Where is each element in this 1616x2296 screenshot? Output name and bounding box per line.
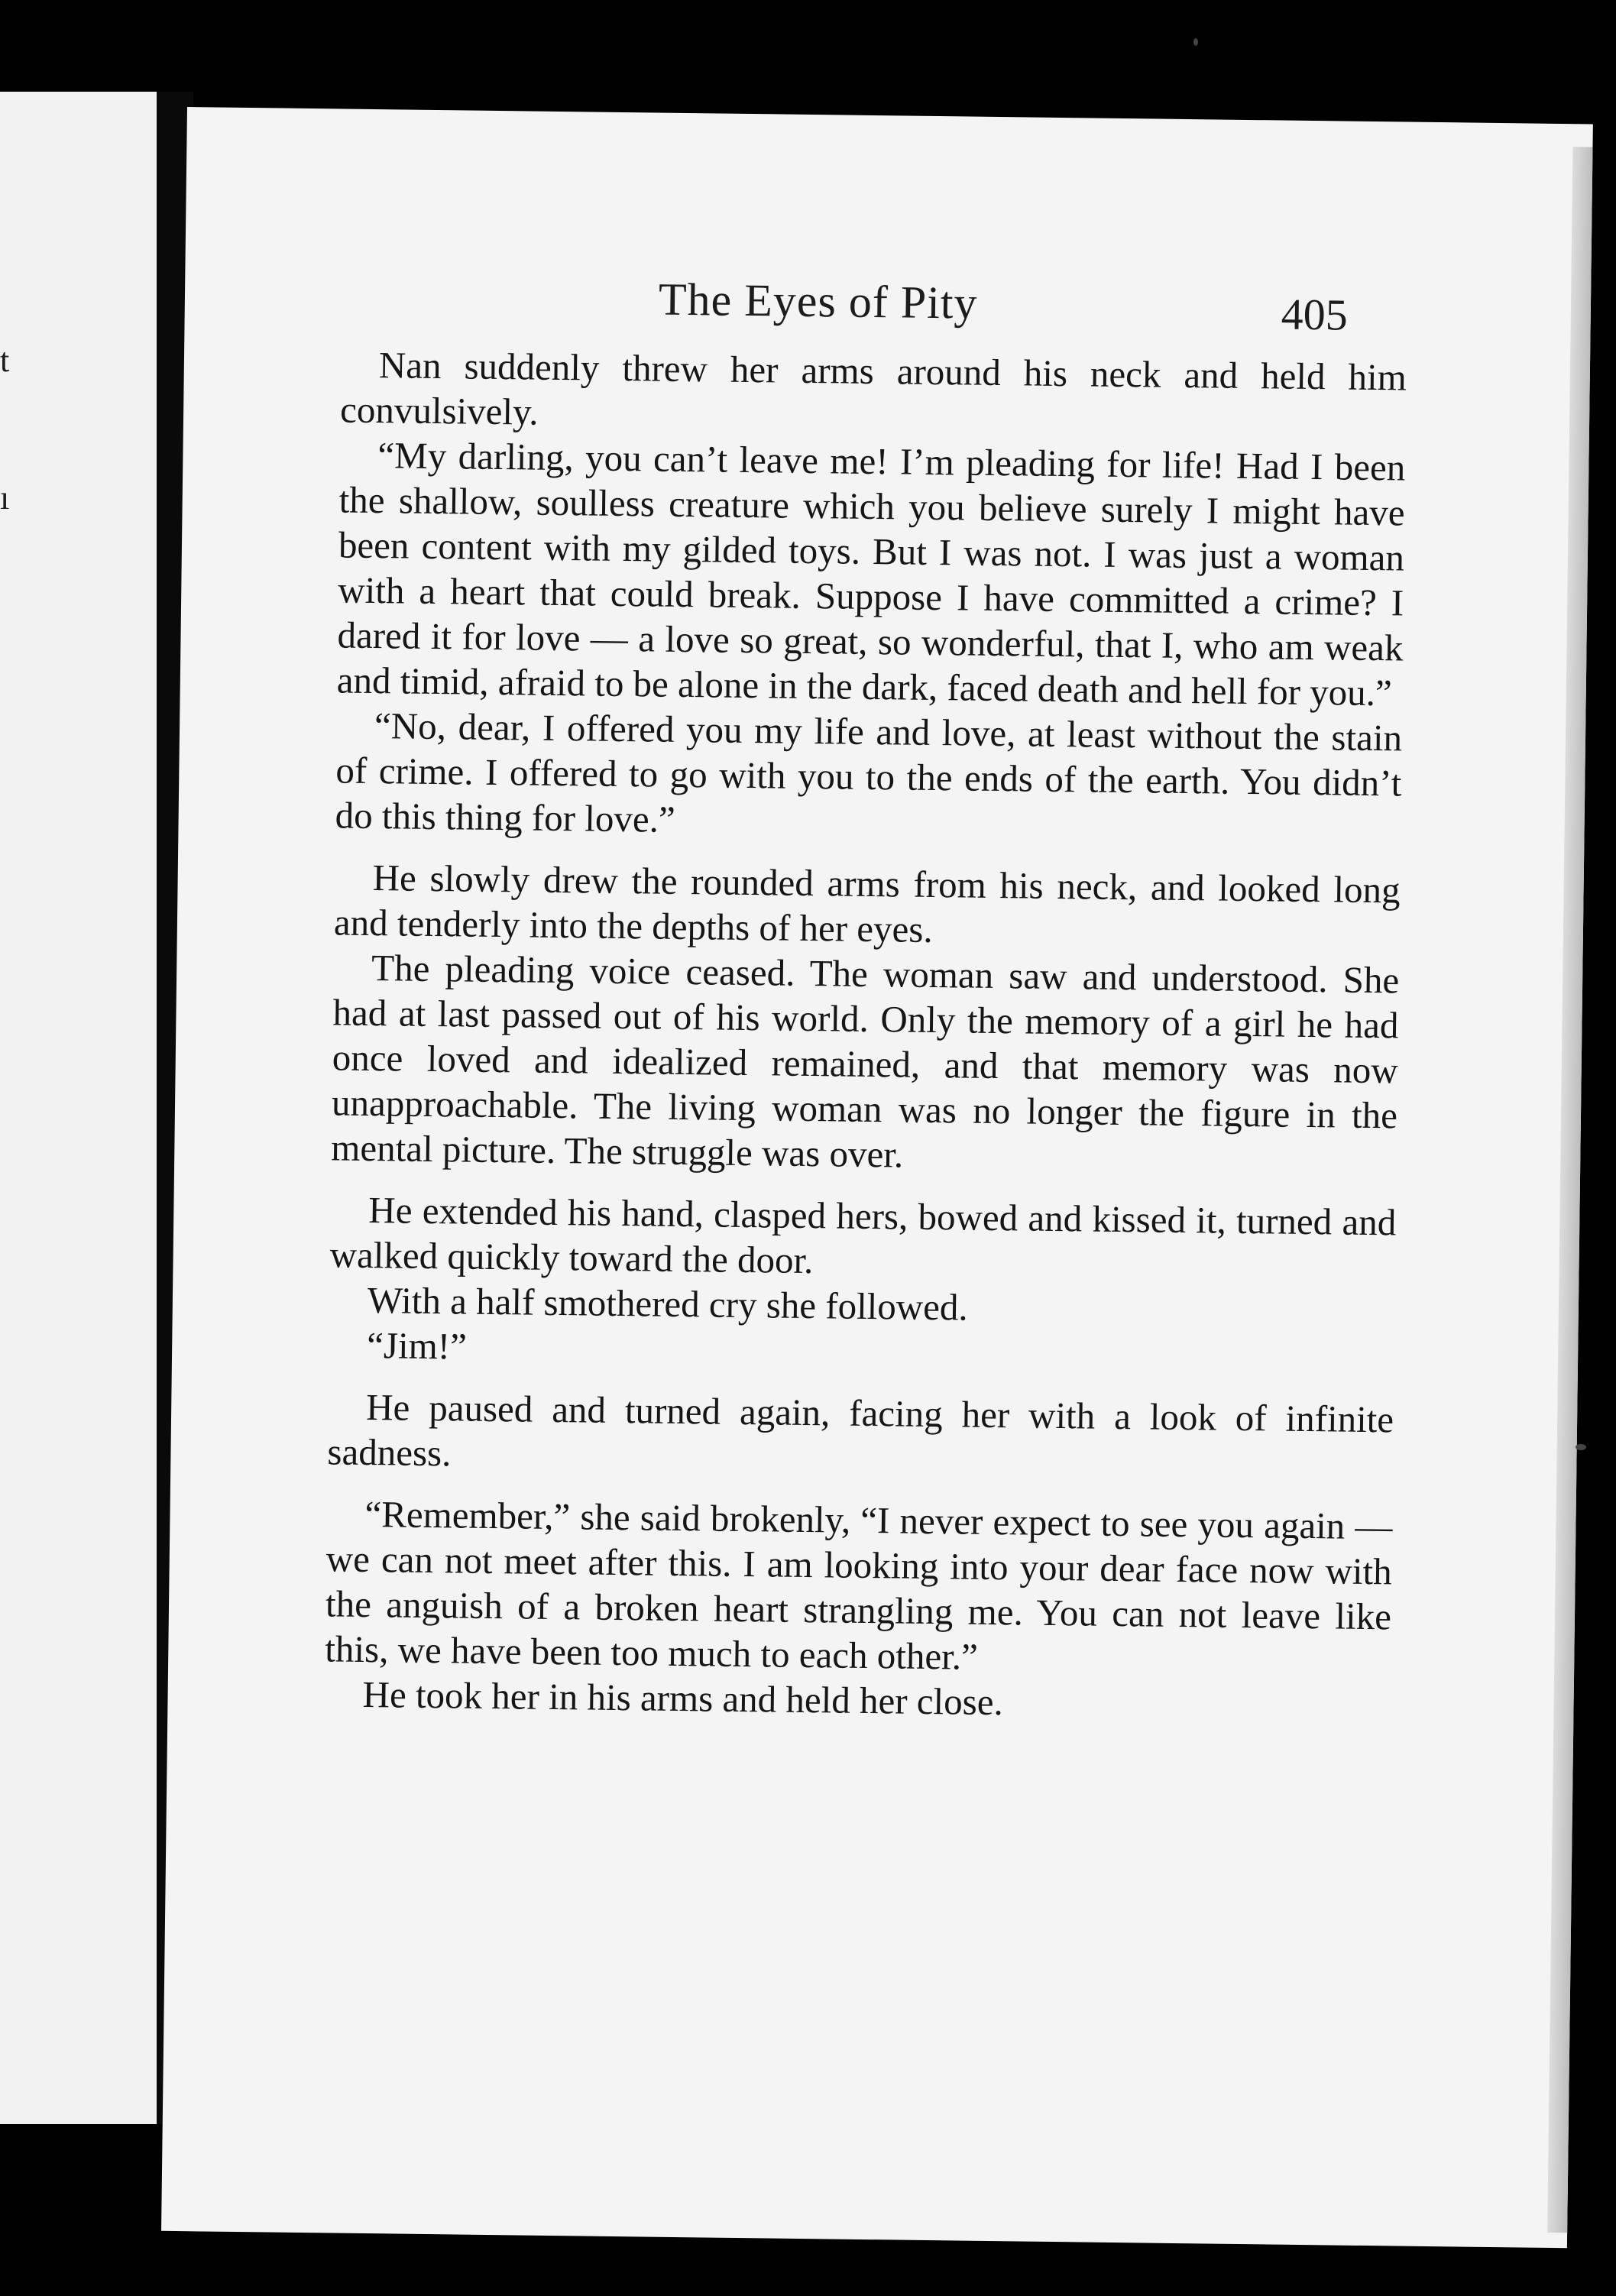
scan-speck <box>1193 38 1198 46</box>
paragraph: The pleading voice ceased. The woman saw and understood. She had at last passed out of his world. Only the memory of a girl he had once loved and idealized remained, and that memory was now unapproachable. The living woman was no longer the figure in the mental picture. The struggle was over. <box>331 947 1400 1176</box>
paragraph: “Remember,” she said brokenly, “I never expect to see you again — we can not meet after this. I am looking into your dear face now with the anguish of a broken heart strangling me. You can not leave like this, we have been too much to each other.” <box>325 1492 1393 1678</box>
running-title: The Eyes of Pity <box>658 274 978 329</box>
page-edge <box>1547 147 1592 2233</box>
facing-page-margin-char: ı <box>0 479 10 517</box>
paragraph: “Jim!” <box>366 1323 468 1368</box>
body-text <box>324 342 1407 1729</box>
paragraph: He extended his hand, clasped hers, bowed and kissed it, turned and walked quickly toward the door. <box>329 1189 1397 1282</box>
facing-page-margin-char: t <box>0 342 10 379</box>
paragraph: “My darling, you can’t leave me! I’m pleading for life! Had I been the shallow, soulless creature which you believe surely I might have been content with my gilded toys. But I was not. I was just a woman with a heart that could break. Suppose I have committed a crime? I dared it for love — a love so great, so wonderful, that I, who am weak and timid, afraid to be alone in the dark, faced death and hell for you.” <box>336 434 1406 714</box>
facing-page <box>0 92 157 2124</box>
paragraph: Nan suddenly threw her arms around his neck and held him convulsively. <box>339 344 1407 433</box>
paragraph: “No, dear, I offered you my life and love, at least without the stain of crime. I offered to go with you to the ends of the earth. You didn’t do this thing for love.” <box>335 704 1403 840</box>
paragraph: He took her in his arms and held her close. <box>362 1673 1004 1724</box>
book-page <box>161 107 1593 2248</box>
paragraph: He slowly drew the rounded arms from his neck, and looked long and tenderly into the depths of her eyes. <box>333 857 1401 950</box>
scan-speck <box>1576 1444 1586 1450</box>
paragraph: With a half smothered cry she followed. <box>367 1279 969 1329</box>
paragraph: He paused and turned again, facing her with a look of infinite sadness. <box>327 1385 1394 1475</box>
page-header <box>184 267 1591 345</box>
page-number: 405 <box>1281 289 1349 340</box>
